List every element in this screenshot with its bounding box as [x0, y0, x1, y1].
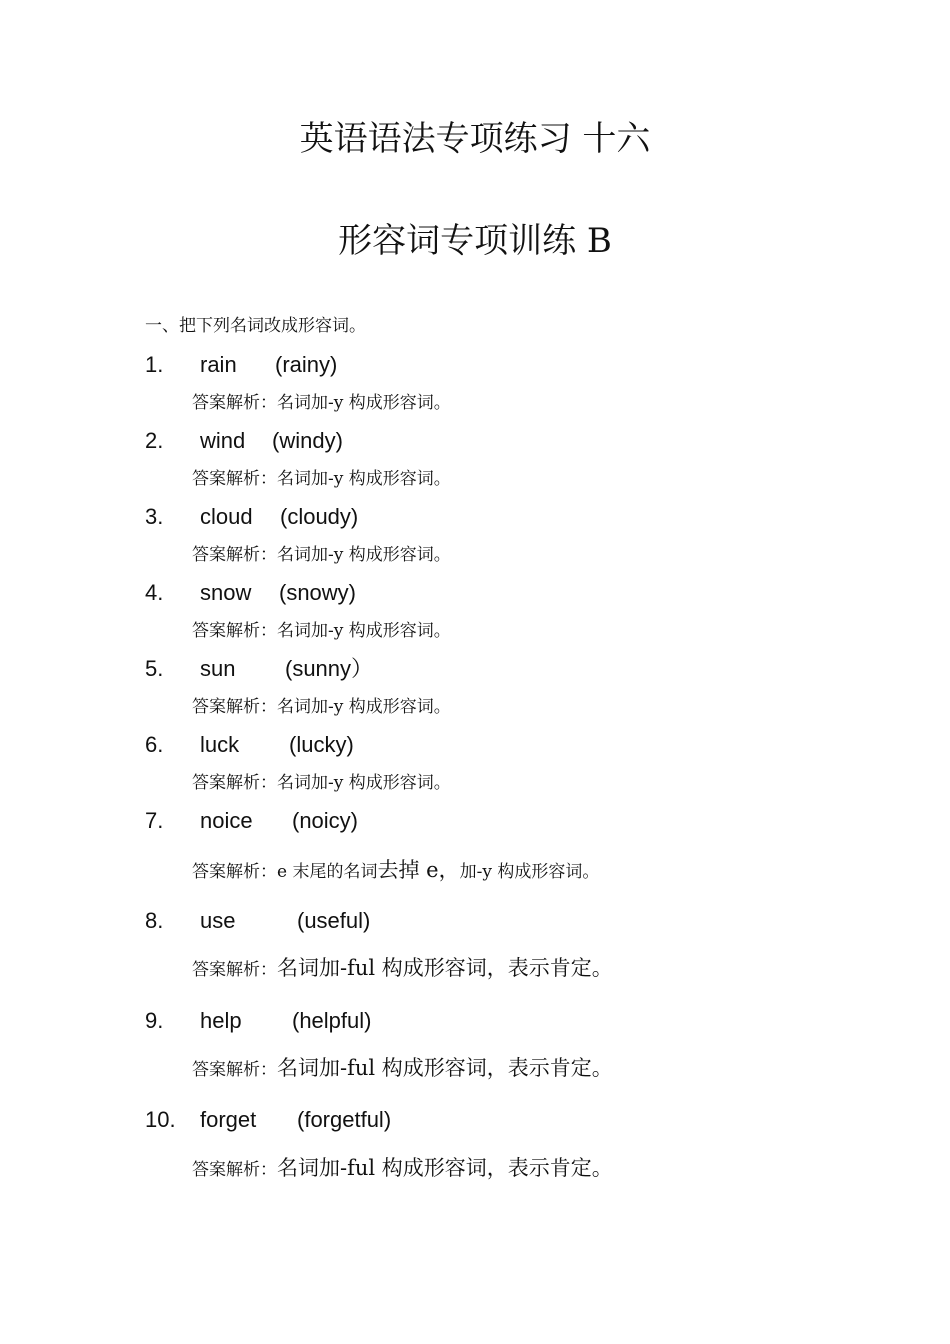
question-number: 7. — [145, 808, 164, 833]
noun-word: luck — [200, 732, 240, 757]
answer-label: 答案解析： — [192, 1060, 277, 1080]
noun-word: snow — [200, 580, 252, 605]
explanation-text: 名词加-ful 构成形容词，表示肯定。 — [277, 1156, 613, 1180]
question-number: 4. — [145, 580, 164, 605]
answer-label: 答案解析： — [192, 862, 277, 882]
question-number: 8. — [145, 908, 164, 933]
answer-explanation-8 — [192, 955, 613, 983]
explanation-text-part-2: 去掉 e， — [377, 858, 460, 882]
adjective-answer: (snowy) — [279, 580, 357, 605]
answer-explanation-7 — [192, 857, 599, 885]
explanation-text: 名词加-y 构成形容词。 — [277, 469, 451, 489]
question-number: 3. — [145, 504, 164, 529]
answer-label: 答案解析： — [192, 545, 277, 565]
noun-word: forget — [200, 1107, 257, 1132]
explanation-text: 名词加-y 构成形容词。 — [277, 393, 451, 413]
answer-label: 答案解析： — [192, 1160, 277, 1180]
answer-explanation-4 — [192, 618, 451, 644]
answer-explanation-3 — [192, 542, 451, 568]
answer-label: 答案解析： — [192, 469, 277, 489]
adjective-answer: (cloudy) — [280, 504, 359, 529]
answer-explanation-2 — [192, 466, 451, 492]
adjective-answer: (useful) — [297, 908, 371, 933]
explanation-text: 名词加-y 构成形容词。 — [277, 621, 451, 641]
noun-word: use — [200, 908, 236, 933]
answer-label: 答案解析： — [192, 697, 277, 717]
question-number: 5. — [145, 656, 164, 681]
question-number: 2. — [145, 428, 164, 453]
explanation-text-part-3: 加-y 构成形容词。 — [459, 862, 600, 882]
adjective-answer: (helpful) — [292, 1008, 372, 1033]
explanation-text-part-1: e 末尾的名词 — [277, 862, 378, 882]
answer-label: 答案解析： — [192, 960, 277, 980]
question-number: 9. — [145, 1008, 164, 1033]
answer-label: 答案解析： — [192, 393, 277, 413]
noun-word: help — [200, 1008, 242, 1033]
adjective-answer: (forgetful) — [297, 1107, 392, 1132]
section-heading: 一、把下列名词改成形容词。 — [145, 316, 366, 336]
page-title: 英语语法专项练习 十六 — [299, 119, 651, 159]
noun-word: sun — [200, 656, 236, 681]
question-number: 1. — [145, 352, 164, 377]
explanation-text: 名词加-ful 构成形容词，表示肯定。 — [277, 1056, 613, 1080]
noun-word: wind — [200, 428, 246, 453]
adjective-answer: (sunny） — [285, 656, 374, 681]
answer-label: 答案解析： — [192, 621, 277, 641]
adjective-answer: (windy) — [272, 428, 343, 453]
answer-explanation-1 — [192, 390, 451, 416]
adjective-answer: (lucky) — [289, 732, 354, 757]
question-number: 10. — [145, 1107, 176, 1132]
adjective-answer: (noicy) — [292, 808, 359, 833]
adjective-answer: (rainy) — [275, 352, 338, 377]
answer-explanation-10 — [192, 1155, 613, 1183]
answer-explanation-9 — [192, 1055, 613, 1083]
noun-word: rain — [200, 352, 237, 377]
explanation-text: 名词加-ful 构成形容词，表示肯定。 — [277, 956, 613, 980]
explanation-text: 名词加-y 构成形容词。 — [277, 773, 451, 793]
noun-word: noice — [200, 808, 253, 833]
explanation-text: 名词加-y 构成形容词。 — [277, 545, 451, 565]
answer-explanation-5 — [192, 694, 451, 720]
question-number: 6. — [145, 732, 164, 757]
answer-label: 答案解析： — [192, 773, 277, 793]
explanation-text: 名词加-y 构成形容词。 — [277, 697, 451, 717]
answer-explanation-6 — [192, 770, 451, 796]
page-subtitle: 形容词专项训练 B — [338, 221, 612, 261]
noun-word: cloud — [200, 504, 253, 529]
